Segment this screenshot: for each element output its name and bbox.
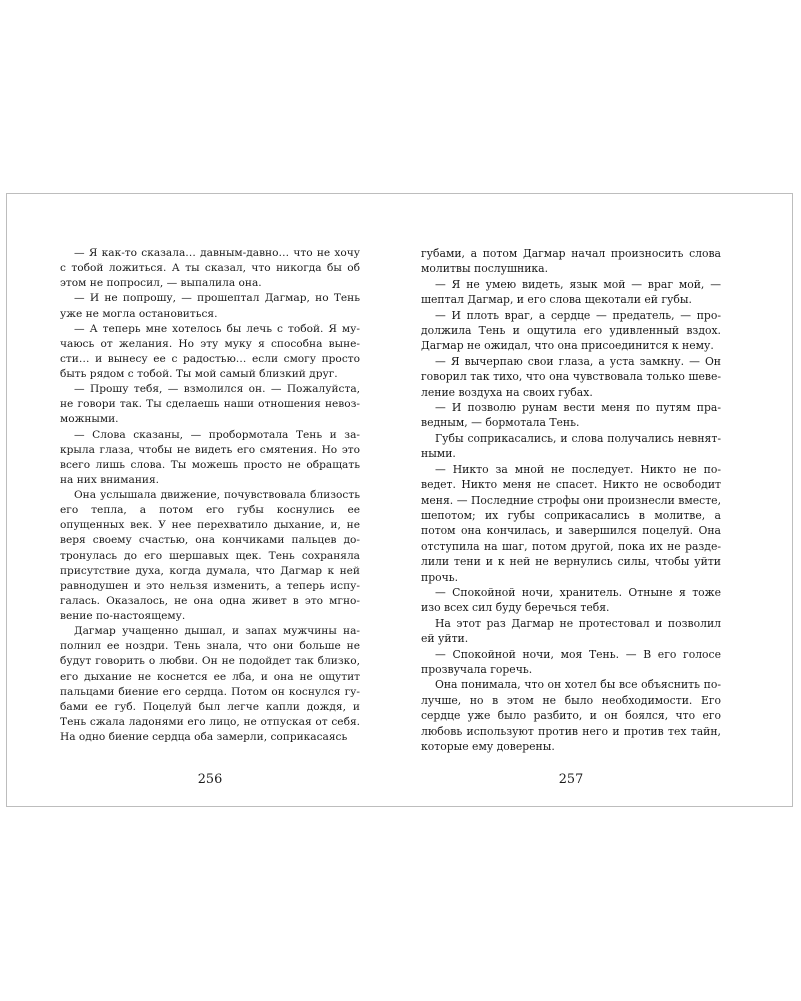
paragraph: — И не попрошу, — прошептал Дагмар, но Тень уже не могла остановиться.: [60, 292, 360, 320]
paragraph: Губы соприкасались, и слова получались невнятными.: [421, 431, 721, 461]
paragraph: — Я как-то сказала… давным-давно… что не хочу с тобой ложиться. А ты сказал, что никогда бы об этом не попросил, — выпалила она.: [60, 247, 360, 290]
paragraph: — Я не умею видеть, язык мой — враг мой, — шептал Дагмар, и его слова щекотали ей губы.: [421, 277, 721, 307]
paragraph: Она услышала движение, почувствовала близость его тепла, а потом его губы коснулись ее опущенных век. У нее перехватило дыхание, и, не веря своему счастью, она кончиками пальцев дотронулась до его шершавых щек. Тень сохраняла присутствие духа, когда думала, что Дагмар к ней равнодушен и это нельзя изменить, а теперь испугалась. Оказалось, не она одна живет в это мгновение по-настоящему.: [60, 489, 360, 622]
book-spread: [6, 193, 793, 807]
paragraph: — И плоть враг, а сердце — предатель, — продолжила Тень и ощутила его удивленный вздох. Дагмар не ожидал, что она присоединится к нему.: [421, 308, 721, 353]
paragraph-continuation: губами, а потом Дагмар начал произносить слова молитвы послушника.: [421, 247, 721, 276]
paragraph: Дагмар учащенно дышал, и запах мужчины наполнил ее ноздри. Тень знала, что они больше не будут говорить о любви. Он не подойдет так близко, его дыхание не коснется ее лба, и она не ощутит пальцами биение его сердца. Потом он коснулся губами ее губ. Поцелуй был легче капли дождя, и Тень сжала ладонями его лицо, не отпуская от себя. На одно биение сердца оба замерли, соприкасаясь: [60, 625, 360, 743]
paragraph: — И позволю рунам вести меня по путям праведным, — бормотала Тень.: [421, 401, 721, 430]
paragraph: — Спокойной ночи, моя Тень. — В его голосе прозвучала горечь.: [421, 647, 721, 676]
right-page-text: [421, 246, 721, 754]
page-number-right: 257: [558, 772, 584, 787]
paragraph: — Прошу тебя, — взмолился он. — Пожалуйста, не говори так. Ты сделаешь наши отношения невозможными.: [60, 383, 360, 426]
paragraph: — Спокойной ночи, хранитель. Отныне я тоже изо всех сил буду беречься тебя.: [421, 585, 721, 615]
paragraph: — Слова сказаны, — пробормотала Тень и закрыла глаза, чтобы не видеть его смятения. Но это всего лишь слова. Ты можешь просто не обращать на них внимания.: [60, 428, 360, 486]
paragraph: — Я вычерпаю свои глаза, а уста замкну. — Он говорил так тихо, что она чувствовала только шевеление воздуха на своих губах.: [421, 354, 721, 399]
paragraph: Она понимала, что он хотел бы все объяснить получше, но в этом не было необходимости. Его сердце уже было разбито, и он боялся, что его любовь используют против него и против тех тайн, которые ему доверены.: [421, 678, 721, 753]
left-page-text: [60, 246, 360, 745]
page-number-left: 256: [197, 772, 223, 787]
paragraph: — А теперь мне хотелось бы лечь с тобой. Я мучаюсь от желания. Но эту муку я способна вынести… и вынесу ее с радостью… если смогу просто быть рядом с тобой. Ты мой самый близкий друг.: [60, 322, 360, 380]
paragraph: — Никто за мной не последует. Никто не поведет. Никто меня не спасет. Никто не освободит меня. — Последние строфы они произнесли вместе, шепотом; их губы соприкасались в молитве, а потом она кончилась, и завершился поцелуй. Она отступила на шаг, потом другой, пока их не разделили тени и к ней не вернулись силы, чтобы уйти прочь.: [421, 462, 721, 584]
paragraph: На этот раз Дагмар не протестовал и позволил ей уйти.: [421, 616, 721, 646]
